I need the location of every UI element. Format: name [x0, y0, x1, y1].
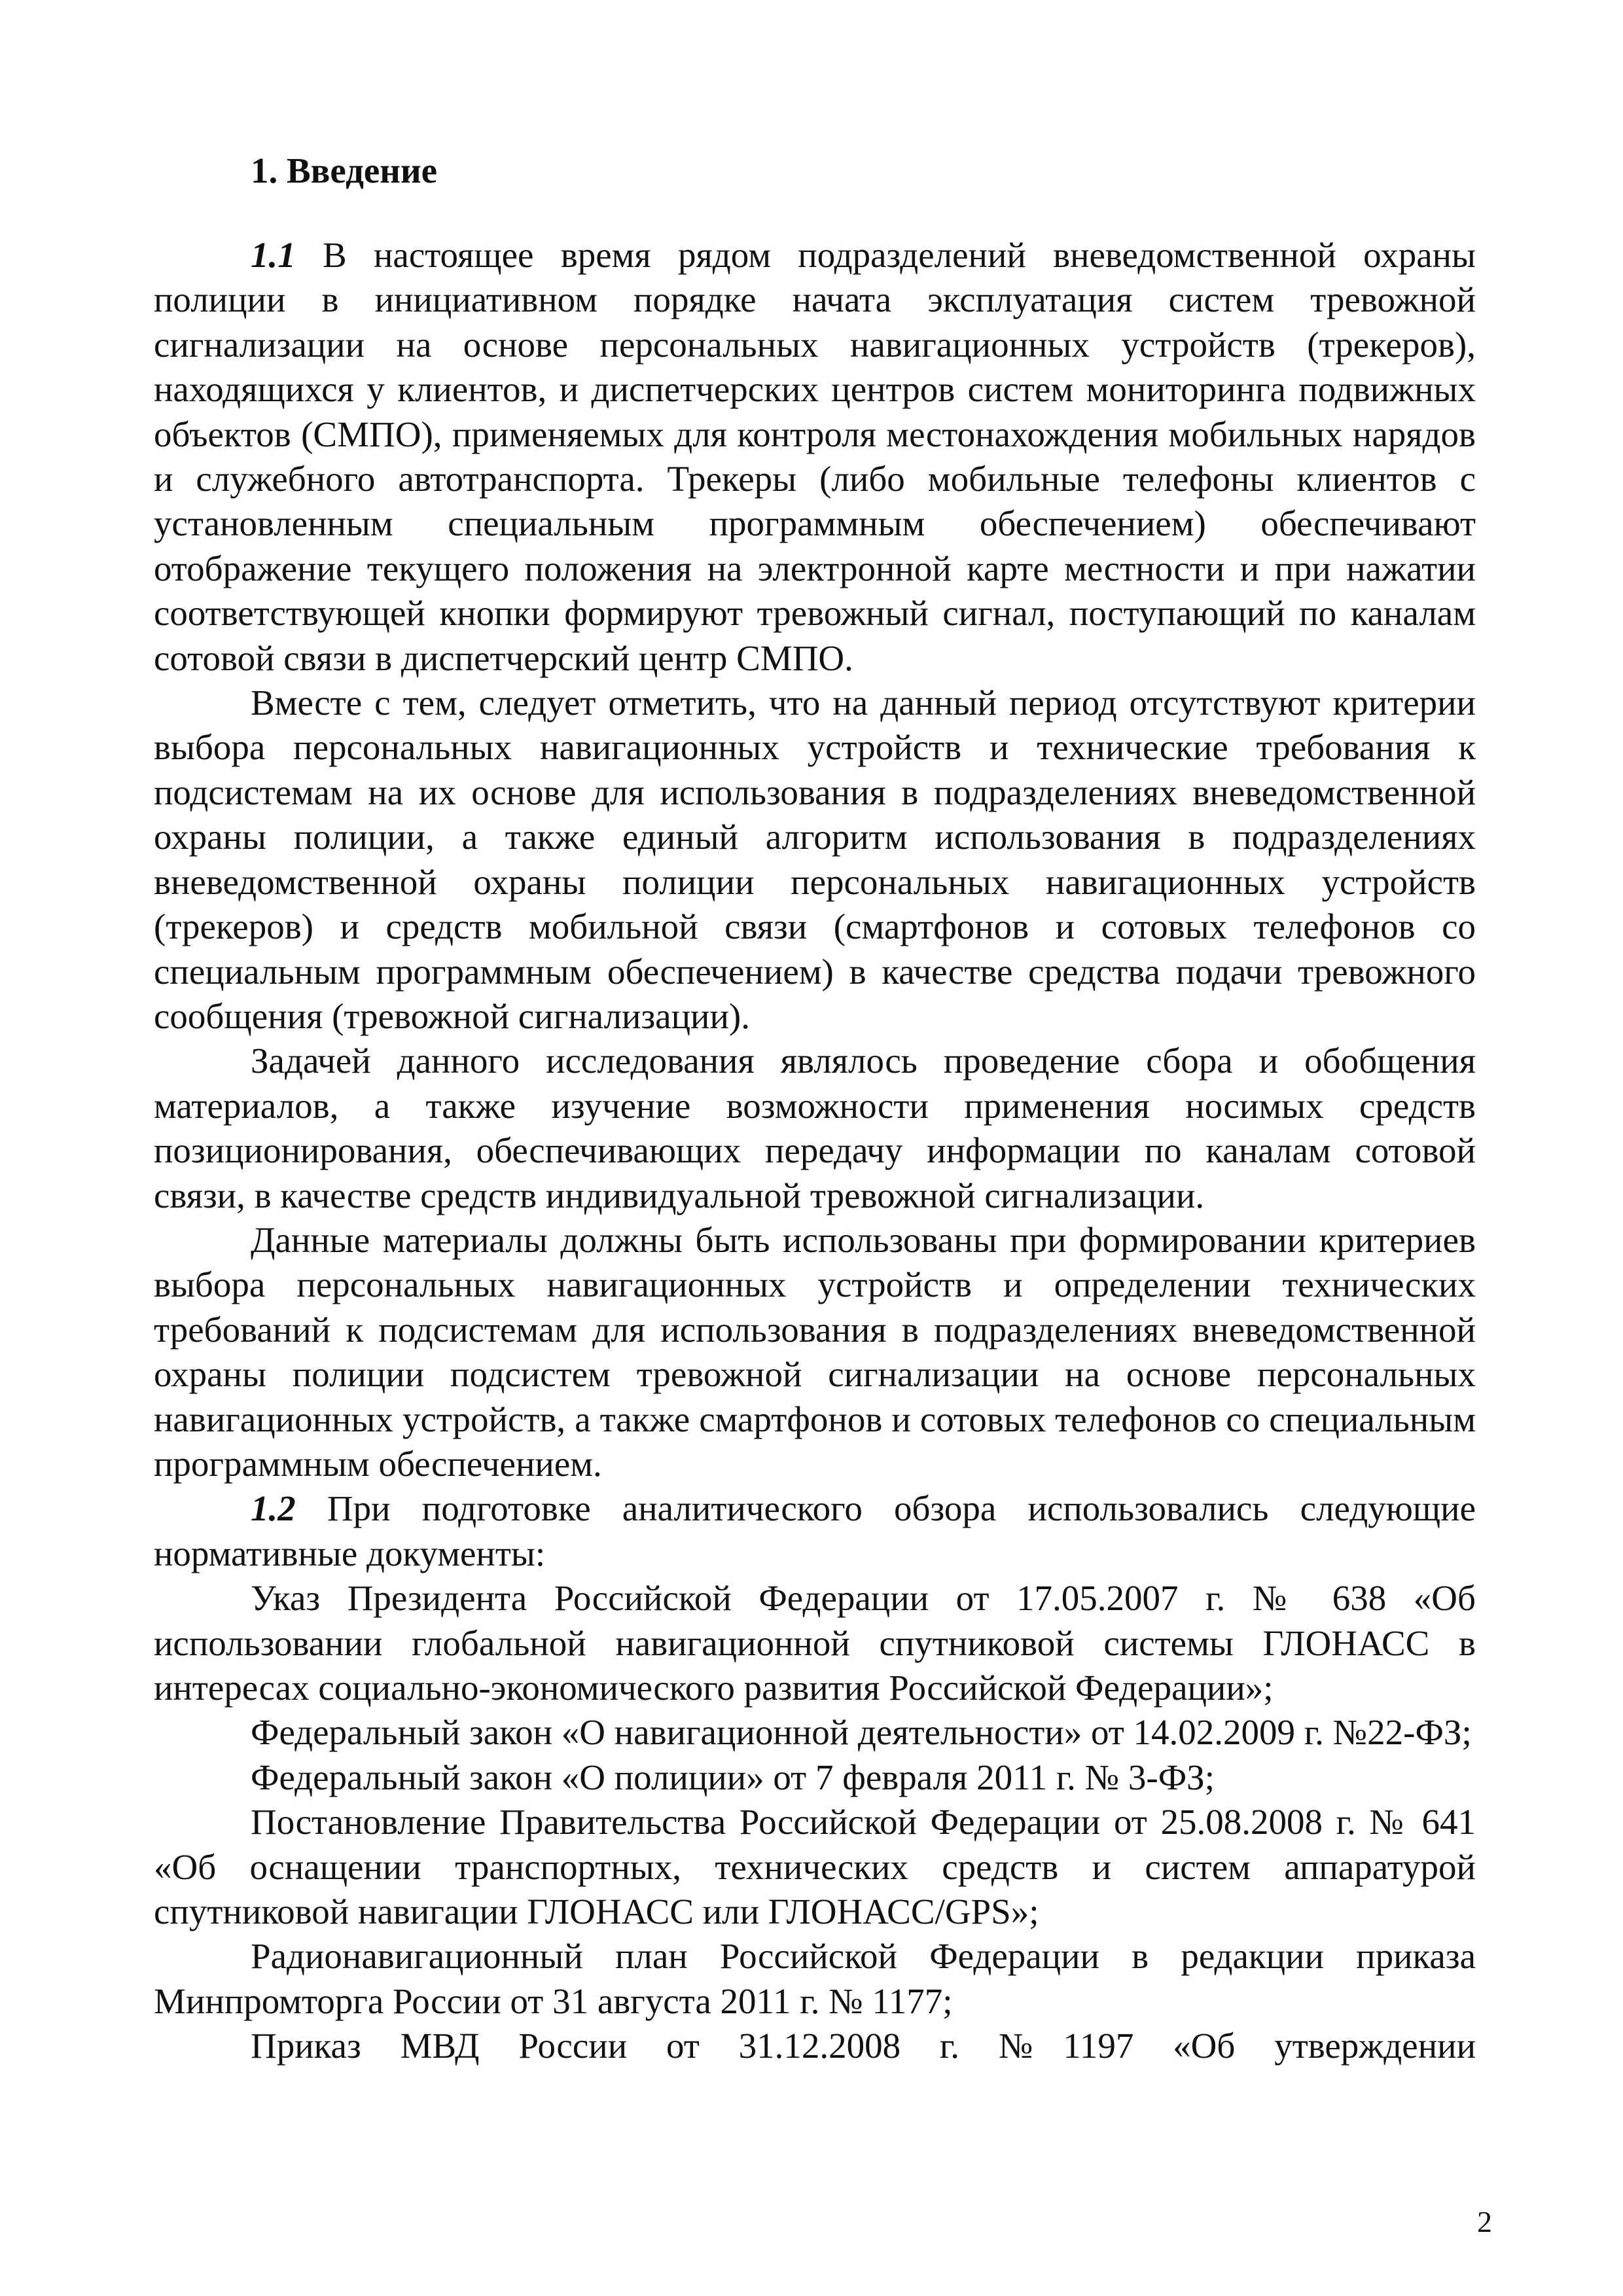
paragraph-text: Указ Президента Российской Федерации от 17.05.2007 г. № 638 «Об использовании глобальной навигационной спутниковой системы ГЛОНАСС в интересах социально-экономического развития Российской Федерации»; [154, 1578, 1476, 1708]
paragraph-text: В настоящее время рядом подразделений вневедомственной охраны полиции в инициативном порядке начата эксплуатация систем тревожной сигнализации на основе персональных навигационных устройств (трекеров), находящихся у клиентов, и диспетчерских центров систем мониторинга подвижных объектов (СМПО), применяемых для контроля местонахождения мобильных нарядов и служебного автотранспорта. Трекеры (либо мобильные телефоны клиентов с установленным специальным программным обеспечением) обеспечивают отображение текущего положения на электронной карте местности и при нажатии соответствующей кнопки формируют тревожный сигнал, поступающий по каналам сотовой связи в диспетчерский центр СМПО. [154, 235, 1476, 678]
page-number: 2 [1477, 2205, 1492, 2238]
document-ref-law-police [154, 1755, 1476, 1800]
section-heading: 1. Введение [251, 151, 438, 190]
paragraph-task [154, 1039, 1476, 1218]
body-text [154, 233, 1476, 2069]
paragraph-text: Федеральный закон «О навигационной деятельности» от 14.02.2009 г. №22-ФЗ; [251, 1712, 1472, 1753]
paragraph-1-1 [154, 233, 1476, 681]
paragraph-1-2 [154, 1486, 1476, 1576]
document-ref-resolution [154, 1800, 1476, 1934]
document-ref-law-navigation [154, 1710, 1476, 1755]
document-ref-order [154, 2024, 1476, 2068]
paragraph-text: Данные материалы должны быть использованы при формировании критериев выбора персональных навигационных устройств и определении технических требований к подсистемам для использования в подразделениях вневедомственной охраны полиции подсистем тревожной сигнализации на основе персональных навигационных устройств, а также смартфонов и сотовых телефонов со специальным программным обеспечением. [154, 1219, 1476, 1484]
paragraph-text: Постановление Правительства Российской Федерации от 25.08.2008 г. № 641 «Об оснащении транспортных, технических средств и систем аппаратурой спутниковой навигации ГЛОНАСС или ГЛОНАСС/GPS»; [154, 1802, 1476, 1932]
clause-number: 1.1 [251, 235, 296, 275]
paragraph-text: Задачей данного исследования являлось проведение сбора и обобщения материалов, а также изучение возможности применения носимых средств позиционирования, обеспечивающих передачу информации по каналам сотовой связи, в качестве средств индивидуальной тревожной сигнализации. [154, 1041, 1476, 1215]
paragraph-text: При подготовке аналитического обзора использовались следующие нормативные документы: [154, 1488, 1476, 1573]
clause-number: 1.2 [251, 1488, 296, 1529]
paragraph-text: Приказ МВД России от 31.12.2008 г. №1197 «Об утверждении [251, 2026, 1476, 2066]
paragraph-materials [154, 1218, 1476, 1486]
paragraph-text: Вместе с тем, следует отметить, что на данный период отсутствуют критерии выбора персональных навигационных устройств и технические требования к подсистемам на их основе для использования в подразделениях вневедомственной охраны полиции, а также единый алгоритм использования в подразделениях вневедомственной охраны полиции персональных навигационных устройств (трекеров) и средств мобильной связи (смартфонов и сотовых телефонов со специальным программным обеспечением) в качестве средства подачи тревожного сообщения (тревожной сигнализации). [154, 683, 1476, 1036]
paragraph-criteria [154, 681, 1476, 1039]
document-ref-ukaz [154, 1576, 1476, 1710]
paragraph-text: Федеральный закон «О полиции» от 7 февраля 2011 г. № 3-ФЗ; [251, 1757, 1215, 1797]
document-ref-radionav-plan [154, 1934, 1476, 2024]
paragraph-text: Радионавигационный план Российской Федерации в редакции приказа Минпромторга России от 31 августа 2011 г. № 1177; [154, 1936, 1476, 2021]
